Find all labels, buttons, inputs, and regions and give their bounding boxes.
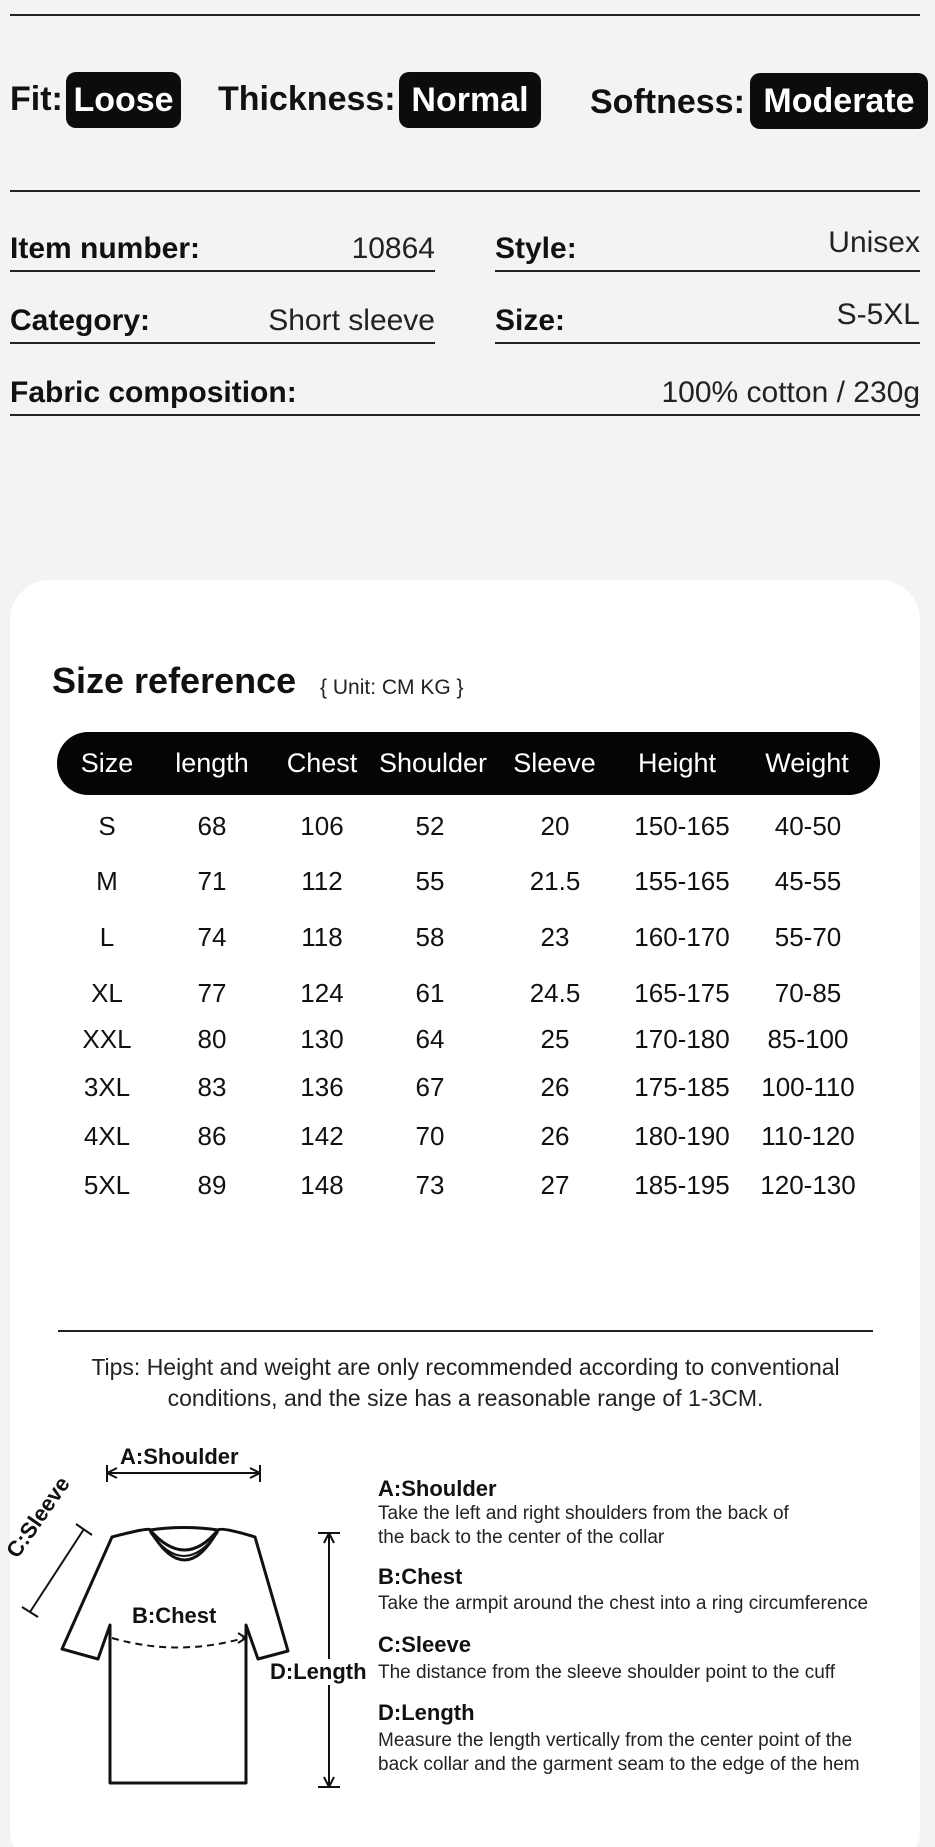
cell-sleeve: 21.5: [529, 866, 581, 896]
spec-label: Style:: [495, 232, 577, 265]
spec-value: 100% cotton / 230g: [661, 376, 920, 409]
diagram-label-sleeve: C:Sleeve: [1, 1471, 75, 1563]
size-reference-title: Size reference: [52, 660, 297, 701]
cell-size: XXL: [82, 1024, 132, 1054]
cell-size: 4XL: [83, 1121, 131, 1151]
measure-title-chest: B:Chest: [378, 1564, 463, 1589]
cell-sleeve: 26: [540, 1121, 570, 1151]
tips-line-1: Tips: Height and weight are only recommended according to conventional: [91, 1354, 840, 1380]
cell-weight: 45-55: [774, 866, 842, 896]
cell-height: 185-195: [634, 1170, 730, 1200]
spec-value: S-5XL: [836, 298, 920, 331]
spec-label: Size:: [495, 304, 566, 337]
cell-height: 155-165: [634, 866, 730, 896]
cell-weight: 85-100: [767, 1024, 849, 1054]
header-shoulder: Shoulder: [378, 748, 488, 778]
cell-size: 5XL: [83, 1170, 131, 1200]
cell-size: M: [96, 866, 118, 896]
cell-sleeve: 27: [540, 1170, 570, 1200]
cell-chest: 124: [300, 978, 344, 1008]
tshirt-collar-inner: [150, 1532, 218, 1556]
measure-desc-shoulder-1: Take the left and right shoulders from the back of: [378, 1503, 789, 1524]
cell-length: 77: [197, 978, 227, 1008]
cell-height: 150-165: [634, 811, 730, 841]
cell-sleeve: 25: [540, 1024, 570, 1054]
softness-value-badge: Moderate: [750, 73, 928, 129]
cell-size: 3XL: [83, 1072, 131, 1102]
cell-chest: 112: [301, 866, 343, 896]
cell-length: 71: [197, 866, 227, 896]
cell-shoulder: 61: [415, 978, 445, 1008]
measure-title-sleeve: C:Sleeve: [378, 1632, 471, 1657]
cell-chest: 142: [300, 1121, 344, 1151]
cell-length: 83: [197, 1072, 227, 1102]
cell-sleeve: 20: [540, 811, 570, 841]
top-divider: [10, 14, 920, 16]
cell-length: 74: [197, 922, 227, 952]
thickness-value-badge: Normal: [399, 72, 541, 128]
cell-sleeve: 24.5: [529, 978, 581, 1008]
cell-chest: 148: [300, 1170, 344, 1200]
spec-category: [10, 298, 435, 344]
spec-value: 10864: [351, 232, 435, 265]
spec-label: Item number:: [10, 232, 201, 265]
cell-chest: 136: [300, 1072, 344, 1102]
diagram-label-chest: B:Chest: [132, 1603, 217, 1628]
header-sleeve: Sleeve: [513, 748, 596, 778]
measure-desc-chest: Take the armpit around the chest into a ring circumference: [378, 1593, 869, 1614]
cell-shoulder: 64: [415, 1024, 445, 1054]
cell-sleeve: 26: [540, 1072, 570, 1102]
cell-shoulder: 73: [415, 1170, 445, 1200]
tips-text: [58, 1352, 873, 1414]
cell-shoulder: 58: [415, 922, 445, 952]
cell-weight: 70-85: [774, 978, 842, 1008]
measure-title-length: D:Length: [378, 1700, 475, 1725]
attributes-divider: [10, 190, 920, 192]
measure-title-shoulder: A:Shoulder: [378, 1476, 497, 1501]
diagram-label-length: D:Length: [270, 1659, 367, 1684]
cell-height: 165-175: [634, 978, 730, 1008]
cell-shoulder: 70: [415, 1121, 445, 1151]
spec-size: [495, 298, 920, 344]
header-size: Size: [80, 748, 134, 778]
spec-style: [495, 226, 920, 272]
cell-sleeve: 23: [540, 922, 570, 952]
header-chest: Chest: [286, 748, 358, 778]
measure-desc-length-2: back collar and the garment seam to the edge of the hem: [378, 1754, 860, 1775]
spec-item-number: [10, 226, 435, 272]
cell-weight: 100-110: [761, 1072, 855, 1102]
cell-height: 180-190: [634, 1121, 730, 1151]
cell-shoulder: 67: [415, 1072, 445, 1102]
cell-length: 68: [197, 811, 227, 841]
cell-size: L: [99, 922, 115, 952]
header-height: Height: [637, 748, 717, 778]
header-length: length: [175, 748, 249, 778]
spec-label: Category:: [10, 304, 151, 337]
header-weight: Weight: [765, 748, 849, 778]
measure-desc-shoulder-2: the back to the center of the collar: [378, 1527, 665, 1548]
spec-label: Fabric composition:: [10, 376, 297, 409]
tips-divider: [58, 1330, 873, 1332]
cell-size: XL: [91, 978, 123, 1008]
size-table-header: [57, 732, 880, 795]
cell-size: S: [98, 811, 116, 841]
thickness-label: Thickness:: [218, 80, 396, 118]
spec-fabric: [10, 370, 920, 416]
tips-line-2: conditions, and the size has a reasonable range of 1-3CM.: [167, 1385, 764, 1411]
cell-length: 86: [197, 1121, 227, 1151]
cell-weight: 120-130: [760, 1170, 856, 1200]
cell-chest: 118: [301, 922, 343, 952]
cell-length: 80: [197, 1024, 227, 1054]
spec-value: Short sleeve: [268, 304, 435, 337]
cell-shoulder: 52: [415, 811, 445, 841]
fit-value-badge: Loose: [66, 72, 181, 128]
cell-length: 89: [197, 1170, 227, 1200]
cell-chest: 130: [300, 1024, 344, 1054]
measure-desc-length-1: Measure the length vertically from the center point of the: [378, 1730, 853, 1751]
cell-height: 175-185: [634, 1072, 730, 1102]
softness-label: Softness:: [590, 83, 745, 121]
cell-weight: 55-70: [774, 922, 842, 952]
cell-height: 160-170: [634, 922, 730, 952]
cell-chest: 106: [300, 811, 344, 841]
cell-weight: 110-120: [761, 1121, 855, 1151]
size-reference-unit: { Unit: CM KG }: [320, 676, 464, 699]
cell-weight: 40-50: [774, 811, 842, 841]
measure-desc-sleeve: The distance from the sleeve shoulder point to the cuff: [378, 1662, 835, 1683]
cell-shoulder: 55: [415, 866, 445, 896]
fit-label: Fit:: [10, 80, 63, 118]
diagram-label-shoulder: A:Shoulder: [120, 1444, 239, 1469]
spec-value: Unisex: [828, 226, 920, 259]
cell-height: 170-180: [634, 1024, 730, 1054]
chest-dashed-line: [112, 1638, 244, 1648]
tshirt-outline: [62, 1529, 288, 1783]
